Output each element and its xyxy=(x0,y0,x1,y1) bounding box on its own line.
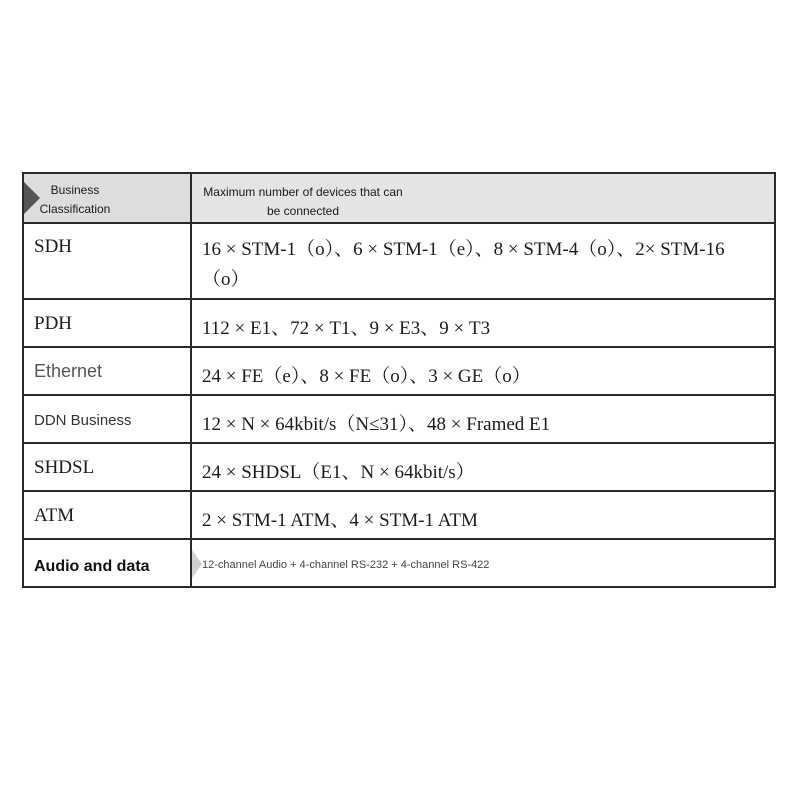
classification-label: SDH xyxy=(34,236,73,257)
classification-cell xyxy=(24,300,192,346)
header-classification-label: Business Classification xyxy=(39,183,111,216)
classification-label: ATM xyxy=(34,505,75,526)
classification-cell xyxy=(24,396,192,442)
table-row xyxy=(24,394,774,442)
devices-cell xyxy=(192,444,774,490)
table-row xyxy=(24,538,774,586)
devices-cell xyxy=(192,224,774,298)
table-row xyxy=(24,442,774,490)
devices-value: 12-channel Audio + 4-channel RS-232 + 4-channel RS-422 xyxy=(202,559,490,571)
classification-label: DDN Business xyxy=(34,412,132,429)
devices-value: 112 × E1、72 × T1、9 × E3、9 × T3 xyxy=(202,318,491,339)
table-row xyxy=(24,222,774,298)
header-devices-label: Maximum number of devices that can be connected xyxy=(203,185,403,218)
table-row xyxy=(24,298,774,346)
header-cell-devices xyxy=(192,174,774,222)
devices-cell xyxy=(192,300,774,346)
device-capacity-table xyxy=(22,172,776,588)
table-header-row xyxy=(24,174,774,222)
devices-value: 24 × SHDSL（E1、N × 64kbit/s） xyxy=(202,462,475,483)
classification-cell xyxy=(24,348,192,394)
devices-cell xyxy=(192,540,774,586)
classification-cell xyxy=(24,224,192,298)
classification-label: PDH xyxy=(34,313,73,334)
devices-value: 12 × N × 64kbit/s（N≤31）、48 × Framed E1 xyxy=(202,414,551,435)
classification-label: Ethernet xyxy=(34,361,103,381)
devices-value: 16 × STM-1（o）、6 × STM-1（e）、8 × STM-4（o）、2× STM-16（o） xyxy=(202,239,725,290)
devices-cell xyxy=(192,492,774,538)
table-row xyxy=(24,490,774,538)
devices-cell xyxy=(192,348,774,394)
header-cell-classification xyxy=(24,174,192,222)
devices-value: 24 × FE（e）、8 × FE（o）、3 × GE（o） xyxy=(202,366,531,387)
table-row xyxy=(24,346,774,394)
classification-label: Audio and data xyxy=(34,558,150,575)
classification-cell xyxy=(24,444,192,490)
classification-label: SHDSL xyxy=(34,457,95,478)
devices-value: 2 × STM-1 ATM、4 × STM-1 ATM xyxy=(202,510,478,531)
triangle-marker-icon xyxy=(192,550,202,578)
classification-cell xyxy=(24,540,192,586)
devices-cell xyxy=(192,396,774,442)
classification-cell xyxy=(24,492,192,538)
